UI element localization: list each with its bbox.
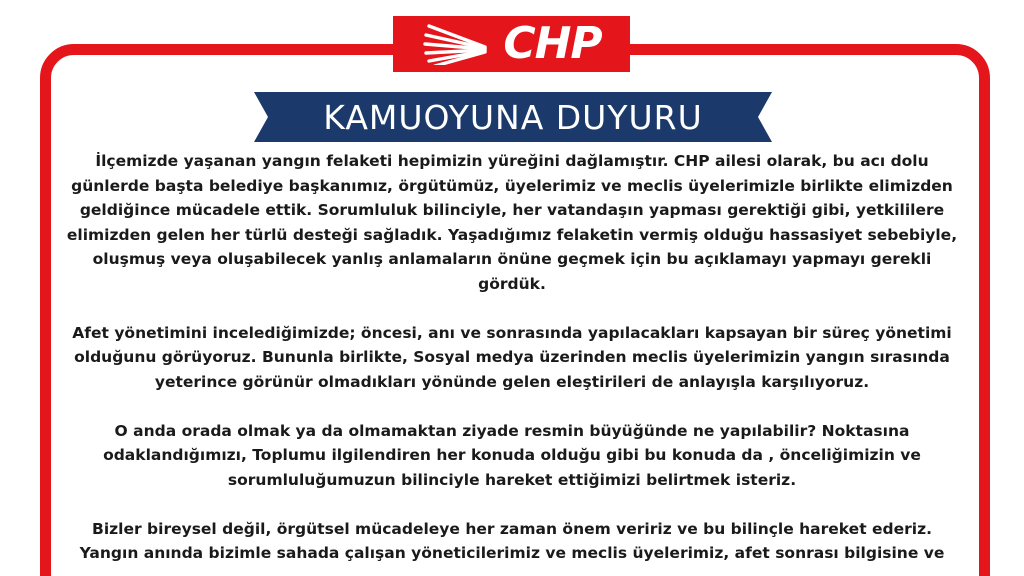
logo-text: CHP [503, 18, 602, 69]
page-title: KAMUOYUNA DUYURU [323, 97, 703, 137]
paragraph-4: Bizler bireysel değil, örgütsel mücadeleye her zaman önem veririz ve bu bilinçle hareket ederiz. Yangın anında bizimle sahada çalışan yöneticilerimiz ve meclis üyelerimiz, afet sonrası bilgisine ve [79, 519, 945, 562]
announcement-body [60, 149, 964, 576]
chp-logo [393, 16, 630, 72]
title-banner [254, 92, 772, 142]
paragraph-3: O anda orada olmak ya da olmamaktan ziyade resmin büyüğünde ne yapılabilir? Noktasına odaklandığımızı, Toplumu ilgilendiren her konuda olduğu gibi bu konuda da , önceliğimizin ve sorumluluğumuzun bilinciyle hareket ettiğimizi belirtmek isteriz. [103, 421, 921, 489]
six-rays-icon [421, 23, 491, 65]
paragraph-2: Afet yönetimini incelediğimizde; öncesi, anı ve sonrasında yapılacakları kapsayan bir süreç yönetimi olduğunu görüyoruz. Bununla birlikte, Sosyal medya üzerinden meclis üyelerimizin yangın sırasında yeterince görünür olmadıkları yönünde gelen eleştirileri de anlayışla karşılıyoruz. [72, 323, 952, 391]
paragraph-1: İlçemizde yaşanan yangın felaketi hepimizin yüreğini dağlamıştır. CHP ailesi olarak, bu acı dolu günlerde başta belediye başkanımız, örgütümüz, üyelerimiz ve meclis üyelerimizle birlikte elimizden geldiğince mücadele ettik. Sorumluluk bilinciyle, her vatandaşın yapması gerektiği gibi, yetkililere elimizden gelen her türlü desteği sağladık. Yaşadığımız felaketin vermiş olduğu hassasiyet sebebiyle, oluşmuş veya oluşabilecek yanlış anlamaların önüne geçmek için bu açıklamayı yapmayı gerekli gördük. [66, 152, 958, 293]
